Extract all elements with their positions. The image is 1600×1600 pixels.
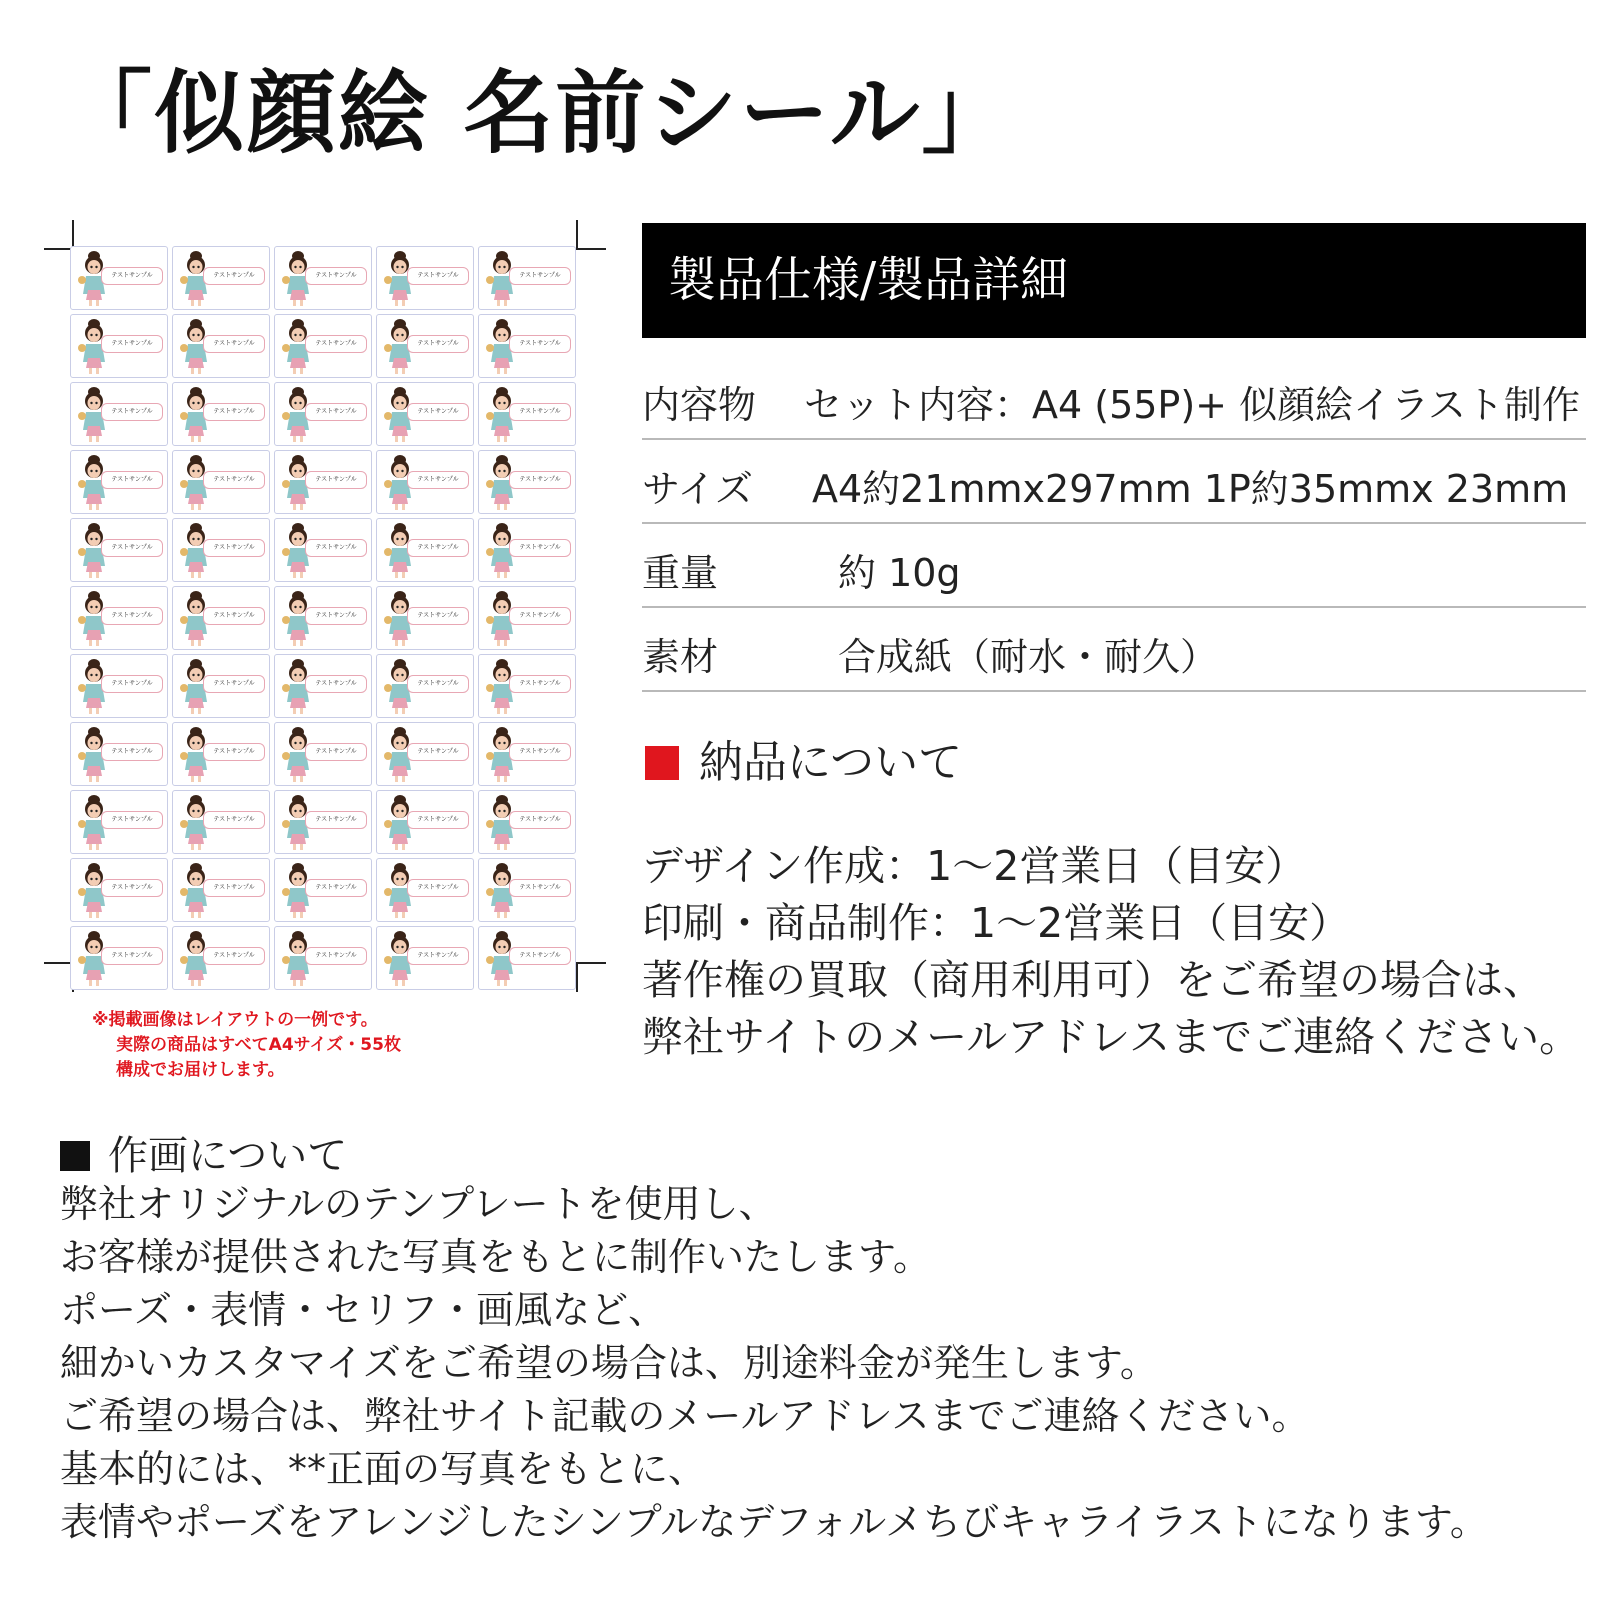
sticker: [274, 518, 372, 582]
sticker-name-label: テストサンプル: [203, 539, 265, 557]
sticker: [172, 246, 270, 310]
sticker-name-label: テストサンプル: [305, 267, 367, 285]
sticker-name-label: テストサンプル: [407, 879, 469, 897]
sticker-name-label: テストサンプル: [203, 675, 265, 693]
sticker: [274, 926, 372, 990]
delivery-line: 印刷・商品制作：1～2営業日（目安）: [642, 899, 1351, 947]
sticker-name-label: テストサンプル: [101, 947, 163, 965]
sticker: [274, 382, 372, 446]
sticker-name-label: テストサンプル: [509, 811, 571, 829]
sticker: [478, 654, 576, 718]
sticker: [376, 858, 474, 922]
sticker-name-label: テストサンプル: [305, 607, 367, 625]
sticker-name-label: テストサンプル: [101, 403, 163, 421]
spec-key: 内容物: [642, 383, 757, 427]
layout-note: [92, 1008, 401, 1083]
sticker: [70, 654, 168, 718]
sticker-name-label: テストサンプル: [509, 403, 571, 421]
sticker: [478, 246, 576, 310]
sticker-name-label: テストサンプル: [203, 607, 265, 625]
sticker: [70, 926, 168, 990]
sticker-name-label: テストサンプル: [203, 879, 265, 897]
sticker-sheet-preview: [44, 220, 606, 992]
sticker: [274, 314, 372, 378]
delivery-line: 著作権の買取（商用利用可）をご希望の場合は、: [642, 956, 1544, 1004]
sticker-name-label: テストサンプル: [509, 947, 571, 965]
artwork-line: 弊社オリジナルのテンプレートを使用し、: [60, 1182, 777, 1226]
sticker: [478, 926, 576, 990]
sticker-name-label: テストサンプル: [305, 335, 367, 353]
sticker-name-label: テストサンプル: [509, 879, 571, 897]
sticker: [376, 586, 474, 650]
artwork-line: 細かいカスタマイズをご希望の場合は、別途料金が発生します。: [60, 1341, 1158, 1385]
layout-note-line: 構成でお届けします。: [116, 1060, 285, 1080]
sticker-name-label: テストサンプル: [305, 743, 367, 761]
sticker: [172, 518, 270, 582]
spec-value: セット内容：A4 (55P)+ 似顔絵イラスト制作: [804, 383, 1580, 427]
sticker: [172, 722, 270, 786]
sticker-name-label: テストサンプル: [407, 675, 469, 693]
spec-row-weight: [642, 524, 1586, 608]
sticker: [274, 858, 372, 922]
sticker-name-label: テストサンプル: [509, 471, 571, 489]
sticker: [376, 382, 474, 446]
spec-table: [642, 356, 1586, 692]
sticker-name-label: テストサンプル: [203, 947, 265, 965]
sticker-name-label: テストサンプル: [101, 267, 163, 285]
page-title: 「似顔絵 名前シール」: [62, 61, 1014, 166]
sticker-name-label: テストサンプル: [203, 471, 265, 489]
sticker-name-label: テストサンプル: [407, 539, 469, 557]
sticker: [478, 858, 576, 922]
sticker: [70, 586, 168, 650]
sticker: [478, 790, 576, 854]
sticker-name-label: テストサンプル: [101, 539, 163, 557]
sticker: [274, 790, 372, 854]
sticker: [376, 246, 474, 310]
sticker: [478, 518, 576, 582]
sticker-name-label: テストサンプル: [305, 879, 367, 897]
sticker: [376, 926, 474, 990]
sticker-name-label: テストサンプル: [203, 267, 265, 285]
delivery-heading-text: 納品について: [699, 737, 963, 788]
spec-row-size: [642, 440, 1586, 524]
sticker: [172, 586, 270, 650]
sticker-name-label: テストサンプル: [101, 607, 163, 625]
sticker: [70, 382, 168, 446]
artwork-line: ご希望の場合は、弊社サイト記載のメールアドレスまでご連絡ください。: [60, 1394, 1310, 1438]
sticker: [478, 450, 576, 514]
spec-key: サイズ: [642, 467, 753, 511]
sticker: [376, 518, 474, 582]
sticker: [172, 790, 270, 854]
sticker: [70, 246, 168, 310]
sticker-name-label: テストサンプル: [101, 471, 163, 489]
sticker-name-label: テストサンプル: [101, 879, 163, 897]
sticker-name-label: テストサンプル: [305, 811, 367, 829]
sticker-name-label: テストサンプル: [101, 675, 163, 693]
spec-row-material: [642, 608, 1586, 692]
sticker: [70, 518, 168, 582]
sticker: [172, 654, 270, 718]
sticker: [274, 586, 372, 650]
artwork-body: [60, 1178, 1488, 1549]
sticker-name-label: テストサンプル: [509, 267, 571, 285]
sticker-name-label: テストサンプル: [101, 335, 163, 353]
spec-key: 素材: [642, 635, 719, 679]
sticker: [274, 722, 372, 786]
sticker: [478, 722, 576, 786]
artwork-heading-text: 作画について: [108, 1133, 348, 1179]
spec-row-contents: [642, 356, 1586, 440]
sticker: [376, 654, 474, 718]
artwork-line: ポーズ・表情・セリフ・画風など、: [60, 1288, 667, 1332]
black-square-icon: [60, 1141, 90, 1171]
sticker-name-label: テストサンプル: [101, 811, 163, 829]
delivery-line: 弊社サイトのメールアドレスまでご連絡ください。: [642, 1013, 1581, 1061]
sticker: [478, 382, 576, 446]
sticker: [376, 314, 474, 378]
sticker-name-label: テストサンプル: [407, 811, 469, 829]
artwork-line: 表情やポーズをアレンジしたシンプルなデフォルメちびキャライラストになります。: [60, 1500, 1488, 1544]
sticker-name-label: テストサンプル: [203, 743, 265, 761]
artwork-heading: [60, 1124, 347, 1181]
sticker-name-label: テストサンプル: [407, 743, 469, 761]
sticker: [376, 790, 474, 854]
layout-note-line: ※掲載画像はレイアウトの一例です。: [92, 1010, 378, 1030]
sticker: [70, 450, 168, 514]
spec-key: 重量: [642, 551, 719, 595]
sticker: [274, 246, 372, 310]
sticker: [274, 654, 372, 718]
sticker: [70, 790, 168, 854]
sticker-name-label: テストサンプル: [305, 471, 367, 489]
artwork-line: お客様が提供された写真をもとに制作いたします。: [60, 1235, 931, 1279]
red-square-icon: [645, 746, 679, 780]
sticker-name-label: テストサンプル: [509, 675, 571, 693]
sticker: [172, 314, 270, 378]
sticker: [478, 586, 576, 650]
sticker-name-label: テストサンプル: [305, 403, 367, 421]
sticker-name-label: テストサンプル: [203, 811, 265, 829]
sticker-name-label: テストサンプル: [305, 539, 367, 557]
delivery-heading: [645, 726, 962, 790]
sticker: [172, 450, 270, 514]
delivery-line: デザイン作成：1～2営業日（目安）: [642, 842, 1307, 890]
sticker-name-label: テストサンプル: [509, 539, 571, 557]
sticker: [70, 314, 168, 378]
sticker-name-label: テストサンプル: [407, 335, 469, 353]
spec-header: 製品仕様/製品詳細: [642, 223, 1586, 338]
sticker: [172, 382, 270, 446]
sticker: [172, 858, 270, 922]
sticker-name-label: テストサンプル: [305, 947, 367, 965]
sticker: [172, 926, 270, 990]
spec-value: A4約21mmx297mm 1P約35mmx 23mm: [812, 467, 1569, 511]
sticker-name-label: テストサンプル: [407, 947, 469, 965]
sticker-name-label: テストサンプル: [407, 471, 469, 489]
sticker-name-label: テストサンプル: [509, 607, 571, 625]
sticker: [70, 722, 168, 786]
sticker-name-label: テストサンプル: [203, 335, 265, 353]
spec-value: 約 10g: [838, 551, 961, 595]
sticker-grid: [70, 246, 582, 990]
sticker: [376, 450, 474, 514]
sticker-name-label: テストサンプル: [407, 607, 469, 625]
spec-value: 合成紙（耐水・耐久）: [838, 635, 1219, 679]
sticker-name-label: テストサンプル: [101, 743, 163, 761]
artwork-line: 基本的には、**正面の写真をもとに、: [60, 1447, 707, 1491]
layout-note-line: 実際の商品はすべてA4サイズ・55枚: [116, 1035, 401, 1055]
sticker: [70, 858, 168, 922]
sticker-name-label: テストサンプル: [407, 403, 469, 421]
sticker-name-label: テストサンプル: [407, 267, 469, 285]
sticker: [376, 722, 474, 786]
sticker: [478, 314, 576, 378]
sticker-name-label: テストサンプル: [305, 675, 367, 693]
sticker: [274, 450, 372, 514]
sticker-name-label: テストサンプル: [203, 403, 265, 421]
delivery-body: [642, 838, 1580, 1066]
sticker-name-label: テストサンプル: [509, 335, 571, 353]
sticker-name-label: テストサンプル: [509, 743, 571, 761]
